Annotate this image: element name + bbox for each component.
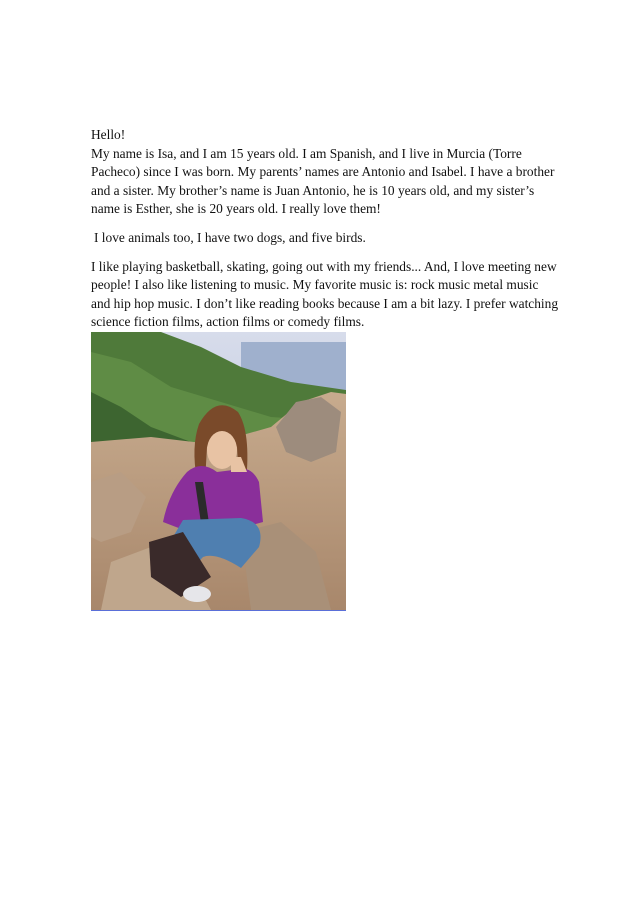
animals-paragraph: I love animals too, I have two dogs, and five birds. (94, 229, 366, 245)
greeting: Hello! (91, 127, 126, 142)
hobbies-paragraph: I like playing basketball, skating, going out with my friends... And, I love meeting new people! I also like listening to music. My favorite music is: rock music metal music and hip hop music. I don’t like reading books because I am a bit lazy. I prefer watching science fiction films, action films or comedy films. (91, 258, 559, 330)
portrait-photo (91, 332, 346, 611)
letter-text (91, 126, 561, 332)
intro-paragraph: My name is Isa, and I am 15 years old. I am Spanish, and I live in Murcia (Torre Pacheco) since I was born. My parents’ names are Antonio and Isabel. I have a brother and a sister. My brother’s name is Juan Antonio, he is 10 years old, and my sister’s name is Esther, she is 20 years old. I really love them! (91, 145, 555, 217)
